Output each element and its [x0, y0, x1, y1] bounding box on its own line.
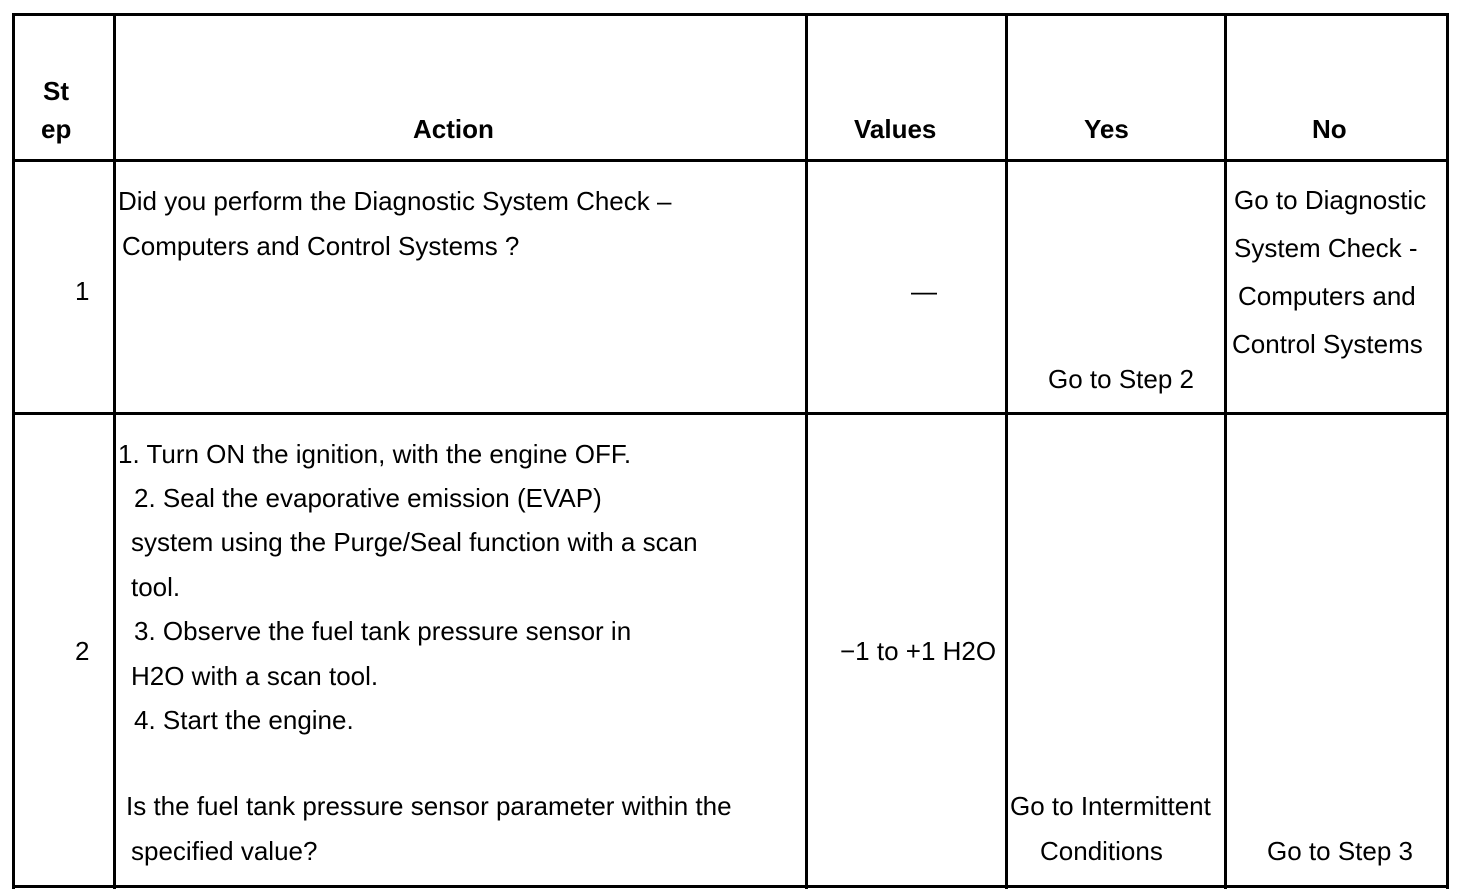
row1-no-line2: System Check -: [1234, 233, 1418, 263]
row1-action-line2: Computers and Control Systems ?: [122, 231, 520, 261]
row2-step: 2: [75, 636, 90, 666]
column-divider-step: [113, 13, 116, 889]
row2-value: −1 to +1 H2O: [840, 636, 997, 666]
header-step-line2: ep: [41, 114, 72, 144]
row2-action-line8: Is the fuel tank pressure sensor parameter within the: [126, 791, 732, 821]
header-step-line1: St: [43, 76, 69, 106]
row1-step: 1: [75, 276, 90, 306]
row2-action-line5: 3. Observe the fuel tank pressure sensor in: [134, 616, 632, 646]
row1-yes: Go to Step 2: [1048, 364, 1194, 394]
header-action: Action: [413, 114, 494, 144]
table-border-right: [1446, 13, 1449, 889]
row1-action-line1: Did you perform the Diagnostic System Check –: [118, 186, 672, 216]
header-divider: [12, 159, 1449, 162]
row1-no-line1: Go to Diagnostic: [1234, 185, 1427, 215]
row1-no-line4: Control Systems: [1232, 329, 1423, 359]
header-values: Values: [854, 114, 937, 144]
table-border-top: [12, 13, 1449, 16]
header-yes: Yes: [1084, 114, 1129, 144]
row2-action-line6: H2O with a scan tool.: [131, 661, 379, 691]
row2-no: Go to Step 3: [1267, 836, 1413, 866]
row2-action-line4: tool.: [131, 572, 181, 602]
row2-action-line3: system using the Purge/Seal function with a scan: [131, 527, 698, 557]
table-border-left: [12, 13, 15, 889]
row2-action-line7: 4. Start the engine.: [134, 705, 354, 735]
row2-action-line1: 1. Turn ON the ignition, with the engine OFF.: [118, 439, 632, 469]
header-no: No: [1312, 114, 1347, 144]
column-divider-action: [805, 13, 808, 889]
column-divider-yes: [1224, 13, 1227, 889]
row-divider: [12, 412, 1449, 415]
row1-no-line3: Computers and: [1238, 281, 1416, 311]
table-border-bottom: [12, 885, 1449, 888]
row2-action-line9: specified value?: [131, 836, 318, 866]
row2-yes-line2: Conditions: [1040, 836, 1163, 866]
row2-action-line2: 2. Seal the evaporative emission (EVAP): [134, 483, 602, 513]
row2-yes-line1: Go to Intermittent: [1010, 791, 1211, 821]
column-divider-values: [1005, 13, 1008, 889]
row1-value: —: [911, 276, 937, 306]
